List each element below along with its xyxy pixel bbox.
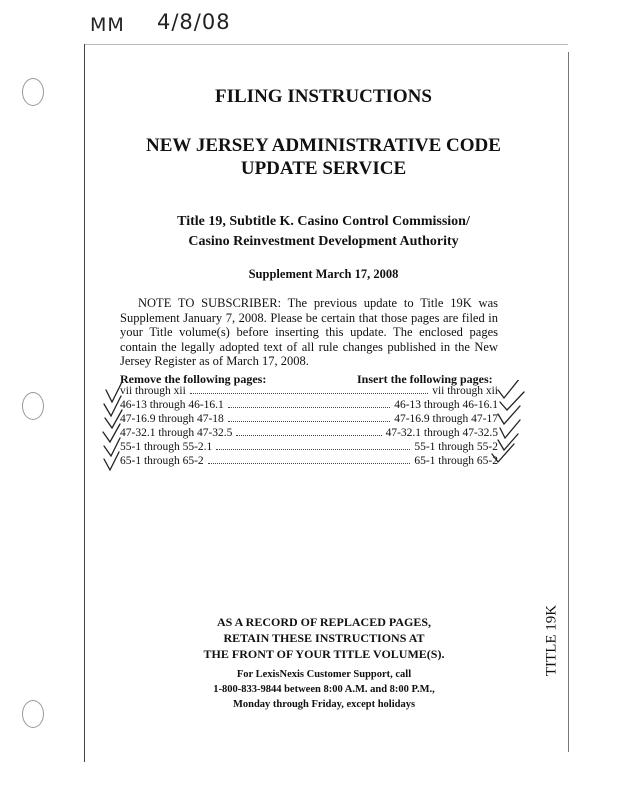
support-line-3: Monday through Friday, except holidays bbox=[232, 699, 416, 710]
support-line-1: For LexisNexis Customer Support, call bbox=[236, 669, 412, 680]
punch-hole-middle bbox=[22, 392, 44, 420]
check-mark-right bbox=[492, 444, 514, 462]
record-line-1: AS A RECORD OF REPLACED PAGES, bbox=[216, 615, 432, 629]
handwritten-date: 4/8/08 bbox=[157, 10, 231, 34]
customer-support bbox=[150, 667, 498, 712]
check-mark-left bbox=[104, 438, 120, 456]
record-notice bbox=[150, 614, 498, 662]
tab-label-container bbox=[532, 604, 572, 677]
punch-hole-top bbox=[22, 78, 44, 106]
remove-range: 47-32.1 through 47-32.5 bbox=[120, 427, 233, 439]
insert-pages-header: Insert the following pages: bbox=[357, 372, 493, 386]
document-title bbox=[96, 134, 551, 180]
handwritten-checkmarks bbox=[100, 380, 530, 480]
filing-instructions-heading: FILING INSTRUCTIONS bbox=[215, 86, 432, 107]
punch-hole-bottom bbox=[22, 700, 44, 728]
remove-range: 47-16.9 through 47-18 bbox=[120, 413, 224, 425]
title-line-2: UPDATE SERVICE bbox=[240, 158, 407, 179]
remove-pages-header: Remove the following pages: bbox=[120, 372, 267, 386]
subtitle-line-1: Title 19, Subtitle K. Casino Control Commission/ bbox=[177, 214, 470, 229]
check-mark-right bbox=[498, 380, 520, 398]
insert-range: 55-1 through 55-2 bbox=[414, 441, 498, 453]
insert-range: 47-32.1 through 47-32.5 bbox=[385, 427, 498, 439]
insert-range: 65-1 through 65-2 bbox=[414, 455, 498, 467]
remove-range: vii through xii bbox=[120, 385, 186, 397]
handwritten-initials: MM bbox=[90, 14, 125, 36]
supplement-date: Supplement March 17, 2008 bbox=[248, 267, 399, 281]
record-line-3: THE FRONT OF YOUR TITLE VOLUME(S). bbox=[203, 647, 445, 661]
remove-range: 65-1 through 65-2 bbox=[120, 455, 204, 467]
tab-label: TITLE 19K bbox=[543, 604, 560, 677]
support-line-2: 1-800-833-9844 between 8:00 A.M. and 8:00 P.M., bbox=[213, 684, 435, 695]
subtitle-line-2: Casino Reinvestment Development Authority bbox=[188, 234, 459, 249]
page-frame-left bbox=[84, 44, 85, 762]
insert-range: vii through xii bbox=[432, 385, 498, 397]
note-to-subscriber: NOTE TO SUBSCRIBER: The previous update to Title 19K was Supplement January 7, 2008. Please be certain that those pages are filed in your Title volume(s) before inserting this update. The enclosed pages contain the legally adopted text of all rule changes published in the New Jersey Register as of March 17, 2008. bbox=[120, 296, 498, 368]
insert-range: 47-16.9 through 47-17 bbox=[394, 413, 498, 425]
insert-range: 46-13 through 46-16.1 bbox=[394, 399, 498, 411]
remove-range: 55-1 through 55-2.1 bbox=[120, 441, 213, 453]
check-mark-left bbox=[104, 396, 121, 416]
page-frame-top bbox=[84, 44, 568, 45]
title-line-1: NEW JERSEY ADMINISTRATIVE CODE bbox=[146, 135, 501, 156]
check-mark-right bbox=[500, 392, 524, 410]
record-line-2: RETAIN THESE INSTRUCTIONS AT bbox=[223, 631, 425, 645]
document-subtitle bbox=[96, 212, 551, 252]
remove-range: 46-13 through 46-16.1 bbox=[120, 399, 224, 411]
check-mark-right bbox=[498, 434, 518, 450]
